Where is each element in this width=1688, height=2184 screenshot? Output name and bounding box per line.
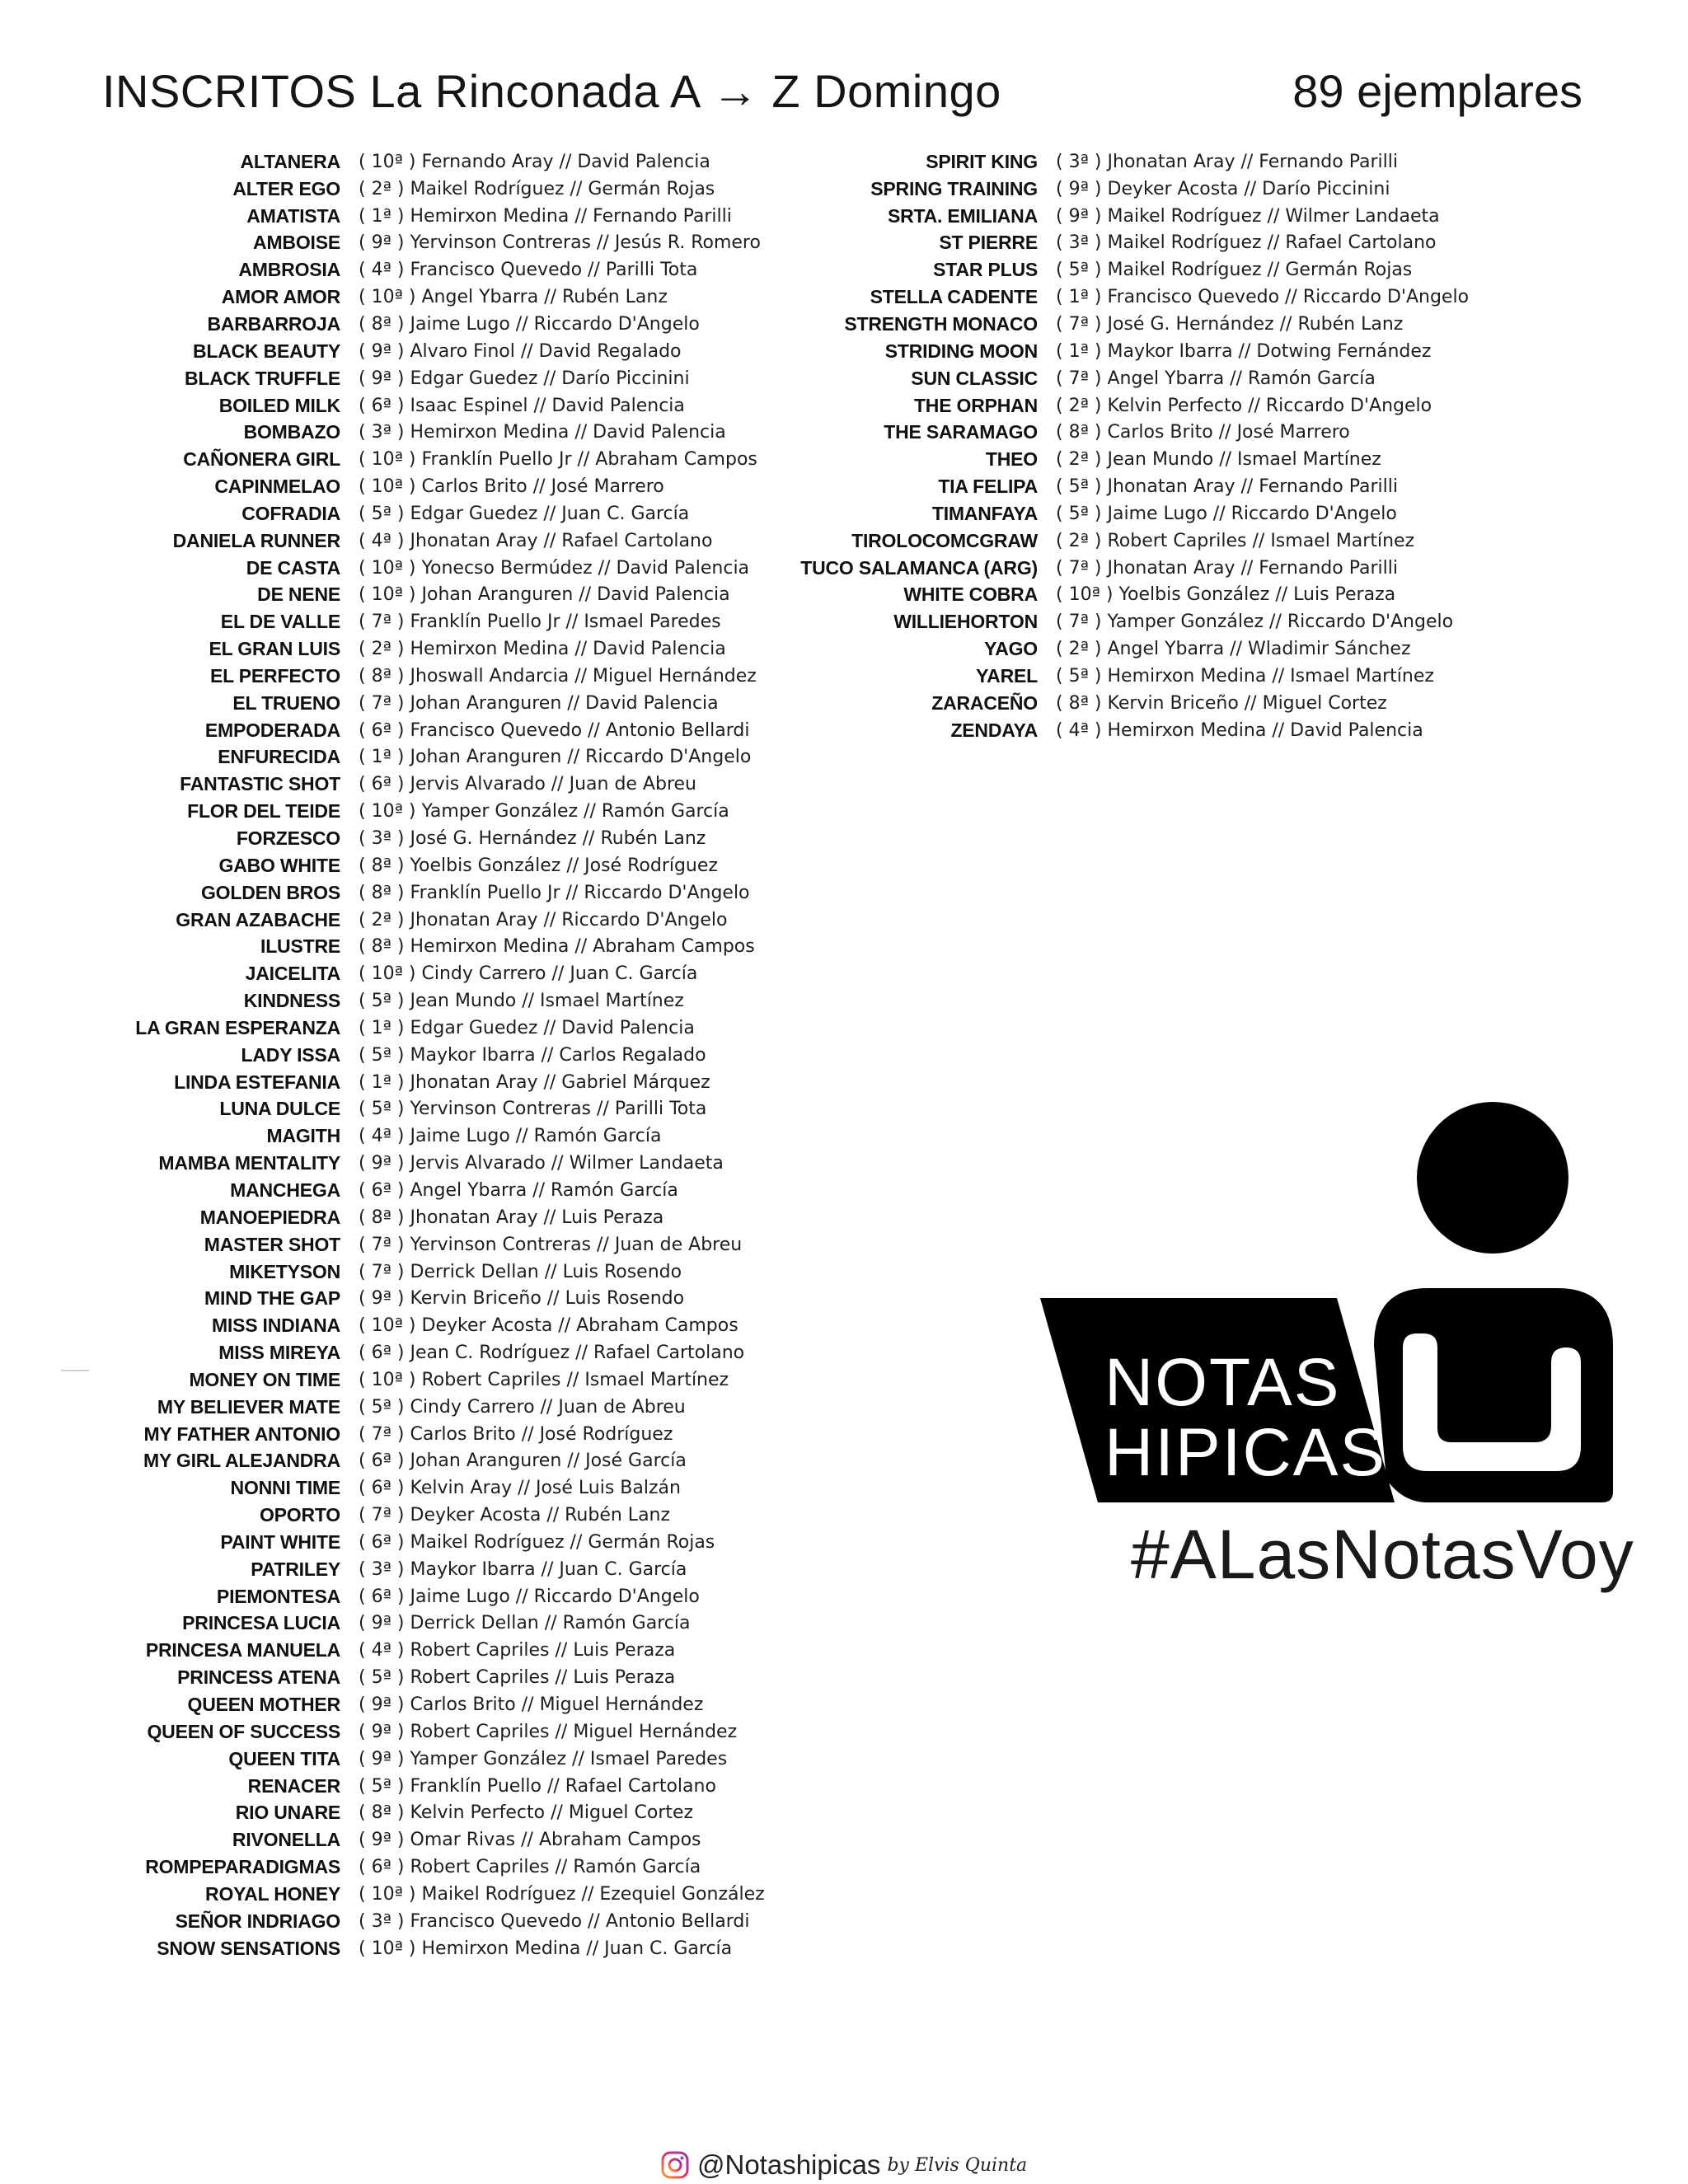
horse-name: BOILED MILK — [218, 394, 340, 416]
horse-name: AMBROSIA — [238, 259, 340, 281]
race-jockey-trainer: ( 3ª ) Maykor Ibarra // Juan C. García — [359, 1558, 687, 1580]
horse-name: PIEMONTESA — [216, 1585, 340, 1607]
horse-name: THE ORPHAN — [913, 394, 1038, 416]
horse-name: FANTASTIC SHOT — [180, 773, 340, 795]
entry-row — [0, 419, 765, 446]
race-jockey-trainer: ( 5ª ) Franklín Puello // Rafael Cartolano — [359, 1775, 716, 1797]
horse-name: SUN CLASSIC — [911, 367, 1038, 389]
race-jockey-trainer: ( 2ª ) Hemirxon Medina // David Palencia — [359, 639, 726, 660]
entry-row — [0, 1421, 765, 1448]
horse-name: OPORTO — [259, 1504, 340, 1526]
horse-name: AMATISTA — [246, 204, 340, 227]
race-jockey-trainer: ( 10ª ) Johan Aranguren // David Palencia — [359, 584, 730, 606]
entry-row — [0, 1529, 765, 1556]
horse-name: MISS MIREYA — [218, 1342, 340, 1364]
race-jockey-trainer: ( 8ª ) Franklín Puello Jr // Riccardo D'Angelo — [359, 882, 750, 903]
horse-name: MANCHEGA — [230, 1179, 340, 1201]
horse-name: ST PIERRE — [939, 232, 1038, 254]
horse-name: LUNA DULCE — [219, 1098, 340, 1120]
race-jockey-trainer: ( 8ª ) Jhoswall Andarcia // Miguel Hernández — [359, 665, 757, 687]
horse-name: PAINT WHITE — [220, 1530, 340, 1553]
entry-row — [697, 527, 1469, 555]
entry-row — [0, 1610, 765, 1638]
race-jockey-trainer: ( 10ª ) Franklín Puello Jr // Abraham Campos — [359, 449, 757, 471]
horse-name: FORZESCO — [236, 827, 340, 850]
entry-row — [0, 1826, 765, 1854]
entry-row — [0, 392, 765, 419]
logo-text-hipicas: HIPICAS — [1104, 1415, 1387, 1490]
race-jockey-trainer: ( 9ª ) Alvaro Finol // David Regalado — [359, 340, 682, 362]
entry-row — [697, 608, 1469, 635]
entry-row — [0, 1691, 765, 1718]
entry-row — [0, 1448, 765, 1475]
entry-row — [0, 1718, 765, 1746]
entry-row — [0, 1474, 765, 1502]
horse-name: MY BELIEVER MATE — [157, 1395, 340, 1418]
race-jockey-trainer: ( 9ª ) Yervinson Contreras // Jesús R. Romero — [359, 232, 761, 254]
race-jockey-trainer: ( 6ª ) Robert Capriles // Ramón García — [359, 1857, 701, 1878]
race-jockey-trainer: ( 9ª ) Omar Rivas // Abraham Campos — [359, 1830, 701, 1851]
race-jockey-trainer: ( 9ª ) Derrick Dellan // Ramón García — [359, 1613, 691, 1634]
entry-row — [0, 473, 765, 500]
race-jockey-trainer: ( 4ª ) Robert Capriles // Luis Peraza — [359, 1640, 676, 1661]
race-jockey-trainer: ( 1ª ) Johan Aranguren // Riccardo D'Angelo — [359, 747, 752, 768]
margin-mark — [61, 1370, 89, 1371]
entry-row — [0, 311, 765, 338]
horse-name: GRAN AZABACHE — [176, 908, 340, 930]
race-jockey-trainer: ( 7ª ) José G. Hernández // Rubén Lanz — [1056, 313, 1404, 335]
race-jockey-trainer: ( 2ª ) Jean Mundo // Ismael Martínez — [1056, 449, 1381, 471]
entry-row — [697, 256, 1469, 284]
entry-row — [0, 960, 765, 987]
entry-row — [0, 1231, 765, 1258]
entry-row — [0, 744, 765, 771]
race-jockey-trainer: ( 10ª ) Cindy Carrero // Juan C. García — [359, 963, 698, 985]
race-jockey-trainer: ( 10ª ) Yoelbis González // Luis Peraza — [1056, 584, 1396, 606]
entry-row — [0, 1312, 765, 1339]
race-jockey-trainer: ( 1ª ) Edgar Guedez // David Palencia — [359, 1017, 695, 1038]
race-jockey-trainer: ( 8ª ) Carlos Brito // José Marrero — [1056, 422, 1350, 443]
horse-name: STELLA CADENTE — [870, 286, 1038, 308]
horse-name: BARBARROJA — [207, 312, 340, 335]
entry-row — [0, 1799, 765, 1826]
entry-row — [697, 473, 1469, 500]
entry-row — [0, 284, 765, 311]
horse-name: WHITE COBRA — [903, 583, 1038, 606]
horse-name: AMOR AMOR — [221, 286, 340, 308]
race-jockey-trainer: ( 6ª ) Jean C. Rodríguez // Rafael Cartolano — [359, 1343, 745, 1364]
race-jockey-trainer: ( 1ª ) Maykor Ibarra // Dotwing Fernández — [1056, 340, 1432, 362]
race-jockey-trainer: ( 9ª ) Maikel Rodríguez // Wilmer Landaeta — [1056, 205, 1440, 227]
horse-name: ZARACEÑO — [931, 691, 1038, 714]
entry-row — [0, 1204, 765, 1231]
entry-row — [697, 365, 1469, 392]
horse-name: GABO WHITE — [218, 854, 340, 876]
horse-name: STRIDING MOON — [884, 340, 1038, 362]
race-jockey-trainer: ( 5ª ) Jean Mundo // Ismael Martínez — [359, 991, 684, 1012]
entry-row — [0, 825, 765, 852]
horse-name: TUCO SALAMANCA (ARG) — [800, 556, 1038, 579]
horse-name: CAÑONERA GIRL — [183, 448, 340, 471]
footer-credit — [661, 2149, 1027, 2181]
entry-row — [0, 635, 765, 663]
race-jockey-trainer: ( 4ª ) Francisco Quevedo // Parilli Tota — [359, 260, 698, 281]
horse-name: EMPODERADA — [204, 719, 340, 741]
race-jockey-trainer: ( 10ª ) Yonecso Bermúdez // David Palencia — [359, 557, 750, 579]
race-jockey-trainer: ( 5ª ) Cindy Carrero // Juan de Abreu — [359, 1396, 686, 1418]
horse-name: PRINCESS ATENA — [177, 1666, 340, 1689]
race-jockey-trainer: ( 5ª ) Maykor Ibarra // Carlos Regalado — [359, 1044, 706, 1066]
race-jockey-trainer: ( 6ª ) Johan Aranguren // José García — [359, 1451, 687, 1472]
entry-row — [0, 148, 765, 176]
horse-name: EL DE VALLE — [220, 611, 340, 633]
entry-row — [0, 446, 765, 473]
race-jockey-trainer: ( 7ª ) Johan Aranguren // David Palencia — [359, 692, 719, 714]
entry-row — [0, 1854, 765, 1881]
horse-name: ILUSTRE — [260, 935, 340, 958]
race-jockey-trainer: ( 6ª ) Jaime Lugo // Riccardo D'Angelo — [359, 1586, 700, 1607]
entry-row — [0, 608, 765, 635]
entry-row — [0, 1122, 765, 1150]
entry-row — [0, 1502, 765, 1529]
horse-name: ENFURECIDA — [218, 746, 340, 768]
horse-name: YAREL — [976, 664, 1038, 687]
entry-row — [0, 907, 765, 934]
horse-name: DE NENE — [257, 583, 340, 606]
horse-name: MIKETYSON — [229, 1260, 340, 1282]
entry-row — [0, 1042, 765, 1069]
race-jockey-trainer: ( 8ª ) Jhonatan Aray // Luis Peraza — [359, 1207, 664, 1228]
entry-row — [0, 1096, 765, 1123]
horse-name: LADY ISSA — [241, 1043, 340, 1066]
race-jockey-trainer: ( 6ª ) Isaac Espinel // David Palencia — [359, 395, 685, 416]
entry-row — [697, 176, 1469, 203]
person-head-shape — [1417, 1102, 1568, 1254]
entry-row — [0, 1908, 765, 1935]
race-jockey-trainer: ( 5ª ) Jhonatan Aray // Fernando Parilli — [1056, 476, 1398, 498]
entry-row — [697, 446, 1469, 473]
race-jockey-trainer: ( 10ª ) Robert Capriles // Ismael Martínez — [359, 1369, 729, 1390]
entry-row — [0, 852, 765, 879]
horse-name: QUEEN MOTHER — [187, 1694, 340, 1716]
entry-row — [0, 1339, 765, 1366]
race-jockey-trainer: ( 6ª ) Maikel Rodríguez // Germán Rojas — [359, 1531, 715, 1553]
race-jockey-trainer: ( 9ª ) Kervin Briceño // Luis Rosendo — [359, 1288, 685, 1310]
race-jockey-trainer: ( 9ª ) Edgar Guedez // Darío Piccinini — [359, 368, 690, 389]
entry-row — [0, 1015, 765, 1042]
race-jockey-trainer: ( 1ª ) Jhonatan Aray // Gabriel Márquez — [359, 1071, 710, 1093]
race-jockey-trainer: ( 5ª ) Maikel Rodríguez // Germán Rojas — [1056, 260, 1413, 281]
horse-name: TIROLOCOMCGRAW — [851, 529, 1038, 551]
entry-row — [0, 1637, 765, 1664]
race-jockey-trainer: ( 3ª ) Maikel Rodríguez // Rafael Cartolano — [1056, 232, 1437, 254]
race-jockey-trainer: ( 9ª ) Deyker Acosta // Darío Piccinini — [1056, 178, 1390, 199]
race-jockey-trainer: ( 10ª ) Angel Ybarra // Rubén Lanz — [359, 287, 668, 308]
logo-hashtag: #ALasNotasVoy — [1131, 1516, 1634, 1593]
race-jockey-trainer: ( 3ª ) Jhonatan Aray // Fernando Parilli — [1056, 151, 1398, 172]
entry-row — [0, 1258, 765, 1286]
horse-name: DANIELA RUNNER — [172, 529, 340, 551]
horse-name: THEO — [985, 448, 1038, 471]
horse-name: SPIRIT KING — [926, 150, 1038, 172]
horse-name: ZENDAYA — [950, 719, 1038, 741]
race-jockey-trainer: ( 5ª ) Robert Capriles // Luis Peraza — [359, 1667, 676, 1689]
race-jockey-trainer: ( 5ª ) Hemirxon Medina // Ismael Martínez — [1056, 665, 1434, 687]
horse-name: MY GIRL ALEJANDRA — [143, 1450, 340, 1472]
entry-row — [0, 555, 765, 582]
entry-row — [0, 176, 765, 203]
horse-name: COFRADIA — [241, 502, 340, 524]
race-jockey-trainer: ( 7ª ) Derrick Dellan // Luis Rosendo — [359, 1261, 682, 1282]
race-jockey-trainer: ( 4ª ) Hemirxon Medina // David Palencia — [1056, 719, 1423, 741]
entry-row — [0, 230, 765, 257]
horse-name: EL PERFECTO — [210, 664, 340, 687]
entry-row — [0, 1881, 765, 1908]
race-jockey-trainer: ( 6ª ) Kelvin Aray // José Luis Balzán — [359, 1478, 681, 1499]
entry-row — [0, 933, 765, 960]
race-jockey-trainer: ( 9ª ) Robert Capriles // Miguel Hernández — [359, 1721, 738, 1742]
entry-row — [697, 717, 1469, 744]
race-jockey-trainer: ( 8ª ) Kelvin Perfecto // Miguel Cortez — [359, 1802, 694, 1824]
entry-row — [0, 1394, 765, 1421]
entry-row — [697, 635, 1469, 663]
entry-row — [697, 311, 1469, 338]
race-jockey-trainer: ( 7ª ) Angel Ybarra // Ramón García — [1056, 368, 1376, 389]
race-jockey-trainer: ( 7ª ) Carlos Brito // José Rodríguez — [359, 1423, 673, 1445]
horse-name: WILLIEHORTON — [893, 611, 1038, 633]
race-jockey-trainer: ( 7ª ) Deyker Acosta // Rubén Lanz — [359, 1505, 671, 1526]
entry-row — [697, 338, 1469, 365]
entry-row — [0, 582, 765, 609]
horse-name: FLOR DEL TEIDE — [187, 800, 340, 823]
horse-name: JAICELITA — [245, 963, 340, 985]
race-jockey-trainer: ( 1ª ) Francisco Quevedo // Riccardo D'Angelo — [1056, 287, 1470, 308]
horse-name: MIND THE GAP — [204, 1287, 340, 1310]
horse-name: PRINCESA MANUELA — [145, 1639, 340, 1661]
entry-row — [0, 690, 765, 717]
horse-name: MISS INDIANA — [211, 1315, 340, 1337]
horse-name: NONNI TIME — [230, 1477, 340, 1499]
entry-row — [697, 392, 1469, 419]
horse-name: ALTER EGO — [232, 177, 340, 199]
race-jockey-trainer: ( 2ª ) Angel Ybarra // Wladimir Sánchez — [1056, 639, 1411, 660]
race-jockey-trainer: ( 7ª ) Yervinson Contreras // Juan de Abreu — [359, 1234, 743, 1255]
entry-row — [0, 338, 765, 365]
horse-name: RIVONELLA — [232, 1829, 340, 1851]
horse-name: STAR PLUS — [933, 259, 1038, 281]
horse-name: RENACER — [247, 1774, 340, 1797]
race-jockey-trainer: ( 8ª ) Kervin Briceño // Miguel Cortez — [1056, 692, 1387, 714]
horse-name: PATRILEY — [251, 1558, 340, 1580]
logo-text-notas: NOTAS — [1104, 1345, 1341, 1420]
entry-row — [0, 717, 765, 744]
horse-name: SPRING TRAINING — [870, 177, 1038, 199]
race-jockey-trainer: ( 3ª ) Francisco Quevedo // Antonio Bellardi — [359, 1910, 750, 1932]
race-jockey-trainer: ( 6ª ) Jervis Alvarado // Juan de Abreu — [359, 774, 696, 795]
race-jockey-trainer: ( 10ª ) Hemirxon Medina // Juan C. García — [359, 1938, 733, 1959]
race-jockey-trainer: ( 10ª ) Fernando Aray // David Palencia — [359, 151, 710, 172]
entry-row — [697, 690, 1469, 717]
instagram-icon — [661, 2151, 689, 2179]
horse-name: LA GRAN ESPERANZA — [135, 1016, 340, 1038]
entry-row — [697, 500, 1469, 527]
entry-row — [0, 1069, 765, 1096]
race-jockey-trainer: ( 2ª ) Jhonatan Aray // Riccardo D'Angelo — [359, 909, 728, 930]
entries-count: 89 ejemplares — [1292, 65, 1582, 117]
race-jockey-trainer: ( 3ª ) José G. Hernández // Rubén Lanz — [359, 828, 706, 850]
horse-name: TIMANFAYA — [931, 502, 1038, 524]
entry-row — [0, 500, 765, 527]
race-jockey-trainer: ( 8ª ) Jaime Lugo // Riccardo D'Angelo — [359, 313, 700, 335]
horse-name: QUEEN TITA — [228, 1747, 340, 1769]
horse-name: PRINCESA LUCIA — [182, 1612, 340, 1634]
entry-row — [0, 879, 765, 907]
entry-row — [697, 148, 1469, 176]
horse-name: MONEY ON TIME — [189, 1368, 340, 1390]
entry-row — [0, 987, 765, 1015]
entry-row — [0, 1150, 765, 1177]
horse-name: ROMPEPARADIGMAS — [145, 1856, 340, 1878]
horse-name: TIA FELIPA — [938, 476, 1038, 498]
horse-name: SEÑOR INDRIAGO — [175, 1910, 340, 1932]
entry-row — [0, 1583, 765, 1610]
race-jockey-trainer: ( 5ª ) Yervinson Contreras // Parilli Tota — [359, 1099, 707, 1120]
race-jockey-trainer: ( 5ª ) Edgar Guedez // Juan C. García — [359, 503, 690, 524]
horse-name: CAPINMELAO — [214, 476, 340, 498]
horse-name: THE SARAMAGO — [884, 421, 1038, 443]
horse-name: ROYAL HONEY — [205, 1882, 340, 1905]
entry-row — [0, 798, 765, 825]
horse-name: QUEEN OF SUCCESS — [147, 1720, 340, 1742]
right-entries-list — [697, 148, 1469, 744]
race-jockey-trainer: ( 1ª ) Hemirxon Medina // Fernando Parilli — [359, 205, 732, 227]
entry-row — [0, 1285, 765, 1312]
horse-name: SRTA. EMILIANA — [887, 204, 1038, 227]
race-jockey-trainer: ( 6ª ) Angel Ybarra // Ramón García — [359, 1179, 678, 1201]
race-jockey-trainer: ( 4ª ) Jaime Lugo // Ramón García — [359, 1126, 662, 1147]
race-jockey-trainer: ( 9ª ) Yamper González // Ismael Paredes — [359, 1748, 728, 1769]
horse-name: DE CASTA — [246, 556, 340, 579]
horse-name: ALTANERA — [240, 150, 340, 172]
entry-row — [0, 1664, 765, 1691]
race-jockey-trainer: ( 4ª ) Jhonatan Aray // Rafael Cartolano — [359, 530, 713, 551]
entry-row — [697, 582, 1469, 609]
horse-name: MASTER SHOT — [204, 1233, 340, 1255]
horse-name: EL TRUENO — [232, 691, 340, 714]
entry-row — [0, 365, 765, 392]
entry-row — [697, 555, 1469, 582]
race-jockey-trainer: ( 10ª ) Yamper González // Ramón García — [359, 801, 729, 823]
horse-name: EL GRAN LUIS — [209, 638, 340, 660]
race-jockey-trainer: ( 9ª ) Carlos Brito // Miguel Hernández — [359, 1694, 704, 1716]
entry-row — [0, 771, 765, 798]
entry-row — [0, 663, 765, 690]
race-jockey-trainer: ( 10ª ) Carlos Brito // José Marrero — [359, 476, 664, 498]
race-jockey-trainer: ( 7ª ) Yamper González // Riccardo D'Angelo — [1056, 612, 1454, 633]
race-jockey-trainer: ( 5ª ) Jaime Lugo // Riccardo D'Angelo — [1056, 503, 1397, 524]
entry-row — [0, 1935, 765, 1962]
race-jockey-trainer: ( 3ª ) Hemirxon Medina // David Palencia — [359, 422, 726, 443]
race-jockey-trainer: ( 2ª ) Kelvin Perfecto // Riccardo D'Angelo — [1056, 395, 1432, 416]
horse-name: BLACK TRUFFLE — [184, 367, 340, 389]
left-entries-list — [0, 148, 765, 1962]
horse-name: STRENGTH MONACO — [844, 312, 1038, 335]
entry-row — [697, 419, 1469, 446]
race-jockey-trainer: ( 10ª ) Maikel Rodríguez // Ezequiel González — [359, 1883, 765, 1905]
race-jockey-trainer: ( 7ª ) Franklín Puello Jr // Ismael Paredes — [359, 612, 721, 633]
horse-name: MANOEPIEDRA — [199, 1206, 340, 1228]
horse-name: RIO UNARE — [235, 1802, 340, 1824]
entry-row — [697, 284, 1469, 311]
entry-row — [0, 1773, 765, 1800]
race-jockey-trainer: ( 7ª ) Jhonatan Aray // Fernando Parilli — [1056, 557, 1398, 579]
entry-row — [0, 1177, 765, 1204]
race-jockey-trainer: ( 8ª ) Yoelbis González // José Rodríguez — [359, 855, 718, 876]
horse-name: YAGO — [984, 638, 1038, 660]
race-jockey-trainer: ( 9ª ) Jervis Alvarado // Wilmer Landaeta — [359, 1153, 724, 1174]
entry-row — [697, 203, 1469, 230]
horse-name: MAGITH — [266, 1125, 340, 1147]
race-jockey-trainer: ( 8ª ) Hemirxon Medina // Abraham Campos — [359, 936, 755, 958]
horse-name: BOMBAZO — [243, 421, 340, 443]
horse-name: AMBOISE — [253, 232, 340, 254]
horse-name: BLACK BEAUTY — [192, 340, 340, 362]
entry-row — [0, 1366, 765, 1394]
race-jockey-trainer: ( 2ª ) Maikel Rodríguez // Germán Rojas — [359, 178, 715, 199]
entry-row — [0, 527, 765, 555]
race-jockey-trainer: ( 10ª ) Deyker Acosta // Abraham Campos — [359, 1315, 738, 1337]
race-jockey-trainer: ( 6ª ) Francisco Quevedo // Antonio Bellardi — [359, 719, 750, 741]
entry-row — [0, 1746, 765, 1773]
entry-row — [0, 256, 765, 284]
entry-row — [0, 1556, 765, 1583]
horse-name: MAMBA MENTALITY — [158, 1152, 340, 1174]
horse-name: LINDA ESTEFANIA — [174, 1071, 340, 1093]
entry-row — [697, 230, 1469, 257]
author-credit: by Elvis Quinta — [887, 2154, 1028, 2176]
horse-name: KINDNESS — [243, 990, 340, 1012]
horse-name: GOLDEN BROS — [200, 881, 340, 903]
horse-name: SNOW SENSATIONS — [157, 1937, 340, 1959]
entry-row — [697, 663, 1469, 690]
horse-name: MY FATHER ANTONIO — [143, 1422, 340, 1445]
entry-row — [0, 203, 765, 230]
instagram-handle: @Notashipicas — [697, 2149, 881, 2180]
page-title: INSCRITOS La Rinconada A → Z Domingo — [102, 65, 1001, 117]
race-jockey-trainer: ( 2ª ) Robert Capriles // Ismael Martínez — [1056, 530, 1415, 551]
